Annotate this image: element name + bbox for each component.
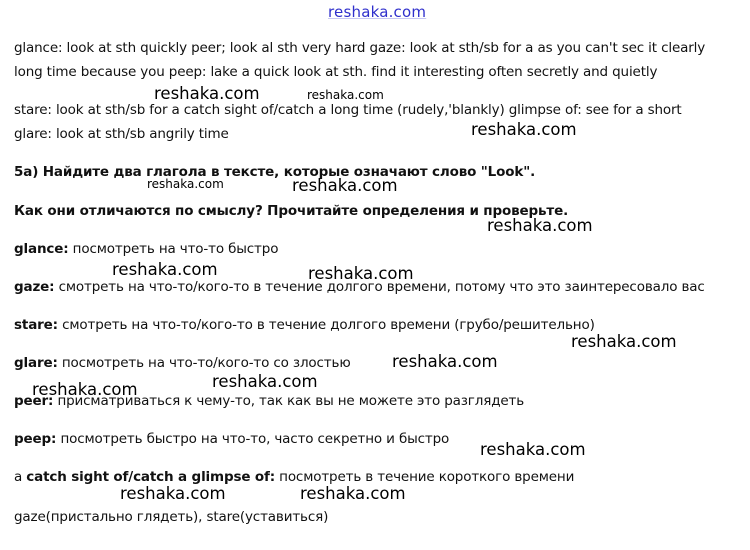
definition-text: посмотреть быстро на что-то, часто секретно и быстро (56, 431, 450, 447)
watermark: reshaka.com (292, 176, 398, 195)
definition-term: peep: (14, 431, 57, 447)
definition-text: посмотреть на что-то/кого-то со злостью (57, 355, 351, 371)
summary-line: gaze(пристально глядеть), stare(уставиться) (14, 509, 329, 525)
definition-text: смотреть на что-то/кого-то в течение долгого времени (грубо/решительно) (57, 317, 595, 333)
watermark: reshaka.com (571, 332, 677, 351)
definition-peep (14, 431, 449, 447)
definition-term: glance: (14, 241, 69, 257)
definition-term: stare: (14, 317, 58, 333)
task-question: Как они отличаются по смыслу? Прочитайте определения и проверьте. (14, 203, 569, 219)
watermark: reshaka.com (120, 484, 226, 503)
definition-term: peer: (14, 393, 54, 409)
watermark: reshaka.com (480, 440, 586, 459)
watermark: reshaka.com (147, 177, 224, 191)
watermark: reshaka.com (154, 84, 260, 103)
definition-catch-sight (14, 469, 574, 485)
definition-text: присматриваться к чему-то, так как вы не можете это разглядеть (53, 393, 525, 409)
watermark: reshaka.com (471, 120, 577, 139)
definition-glare (14, 355, 351, 371)
watermark: reshaka.com (112, 260, 218, 279)
definition-text: смотреть на что-то/кого-то в течение долгого времени, потому что это заинтересовало вас (54, 279, 705, 295)
watermark: reshaka.com (212, 372, 318, 391)
notes-line-4: glare: look at sth/sb angrily time (14, 126, 229, 142)
definition-term: catch sight of/catch a glimpse of: (26, 469, 275, 485)
header-watermark-link[interactable]: reshaka.com (328, 3, 427, 21)
definition-glance (14, 241, 278, 257)
notes-line-1: glance: look at sth quickly peer; look al sth very hard gaze: look at sth/sb for a as you can't sec it clearly (14, 40, 706, 56)
notes-line-2: long time because you peep: lake a quick look at sth. find it interesting often secretly and quietly (14, 64, 658, 80)
definition-text: посмотреть в течение короткого времени (275, 469, 575, 485)
definition-term: glare: (14, 355, 58, 371)
watermark: reshaka.com (307, 88, 384, 102)
watermark: reshaka.com (308, 264, 414, 283)
watermark: reshaka.com (300, 484, 406, 503)
watermark: reshaka.com (487, 216, 593, 235)
definition-text: посмотреть на что-то быстро (68, 241, 279, 257)
watermark: reshaka.com (32, 380, 138, 399)
watermark: reshaka.com (392, 352, 498, 371)
definition-prefix: a (14, 469, 27, 485)
task-heading: 5a) Найдите два глагола в тексте, которые означают слово "Look". (14, 164, 536, 180)
notes-line-3: stare: look at sth/sb for a catch sight of/catch a long time (rudely,'blankly) glimpse of: see for a short (14, 102, 682, 118)
definition-term: gaze: (14, 279, 55, 295)
definition-stare (14, 317, 595, 333)
